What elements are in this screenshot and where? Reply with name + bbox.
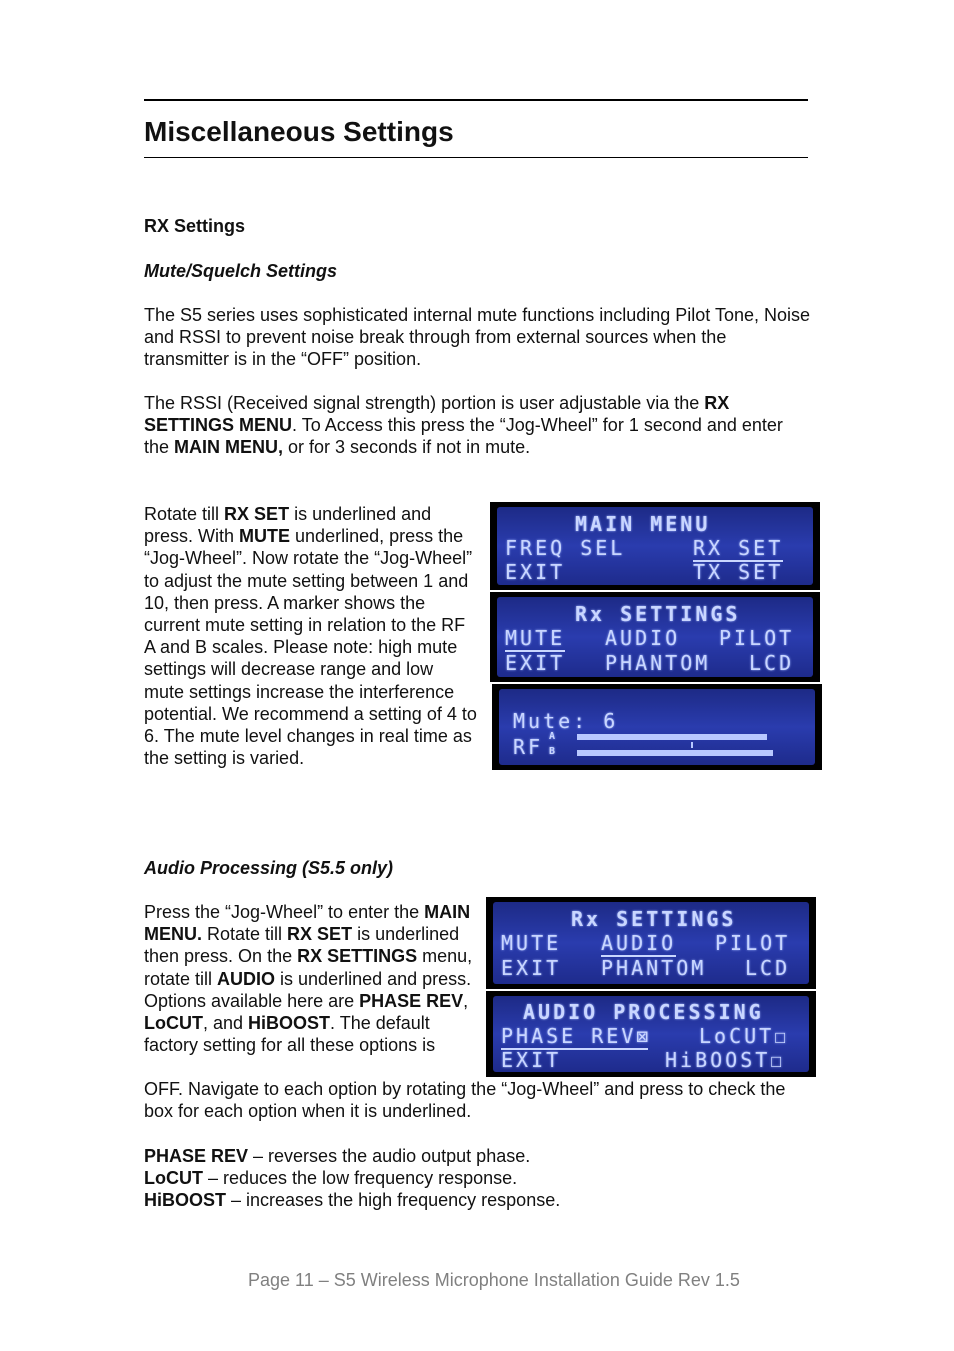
lcd-rf-a: A: [549, 731, 556, 742]
lcd-hiboost: [665, 1048, 782, 1072]
paragraph-rssi: [144, 392, 808, 459]
lcd-pilot: PILOT: [715, 931, 791, 955]
lcd-mute: MUTE: [505, 626, 566, 650]
text: Rotate till: [202, 924, 288, 945]
lcd-rx-settings-audio: [486, 897, 816, 989]
lcd-mute-label: Mute: 6: [513, 709, 619, 733]
bold-text: RX SETTINGS MENU: [144, 393, 730, 436]
text: – reduces the low frequency response.: [202, 1168, 518, 1188]
lcd-locut: [699, 1024, 786, 1048]
bold-text: LoCUT: [144, 1013, 203, 1034]
lcd-pilot: PILOT: [719, 626, 795, 650]
paragraph-intro: The S5 series uses sophisticated internal mute functions including Pilot Tone, Noise and RSSI to prevent noise break through from external sources when the transmitter is in the “OFF” position.: [144, 305, 811, 370]
unchecked-box-icon: ☐: [774, 1024, 787, 1048]
lcd-tx-set: TX SET: [693, 560, 784, 584]
lcd-rx-settings: [490, 592, 820, 682]
text: is underlined and press. Options available here are: [144, 968, 472, 1011]
lcd-phantom: PHANTOM: [605, 651, 711, 675]
title-underline: [144, 157, 808, 158]
paragraph-audio-instructions: [144, 901, 480, 1056]
lcd-exit: EXIT: [501, 956, 562, 980]
text: menu, rotate till: [144, 946, 473, 989]
lcd-title: Rx SETTINGS: [575, 602, 741, 626]
lcd-mute: MUTE: [501, 931, 562, 955]
bold-text: LoCUT: [144, 1168, 203, 1188]
bold-text: HiBOOST: [248, 1013, 331, 1034]
bold-text: PHASE REV: [144, 1146, 249, 1166]
definition-hiboost: [144, 1189, 560, 1211]
bold-text: PHASE REV: [359, 990, 464, 1011]
lcd-audio: AUDIO: [605, 626, 681, 650]
checked-box-icon: ⊠: [636, 1024, 649, 1048]
lcd-lcd: LCD: [749, 651, 795, 675]
bold-text: MAIN MENU,: [174, 437, 284, 458]
definition-locut: [144, 1167, 517, 1189]
lcd-lcd: LCD: [745, 956, 791, 980]
mute-marker: [691, 742, 693, 748]
bold-text: RX SET: [287, 924, 353, 945]
lcd-phase-rev: [501, 1024, 648, 1050]
unchecked-box-icon: ☐: [770, 1048, 783, 1072]
lcd-exit: EXIT: [501, 1048, 562, 1072]
paragraph-audio-tail: OFF. Navigate to each option by rotating the “Jog-Wheel” and press to check the box for each option when it is underlined.: [144, 1079, 786, 1122]
rf-b-meter: [577, 750, 773, 756]
text: , and: [202, 1013, 249, 1034]
lcd-audio: AUDIO: [601, 931, 677, 955]
subsection-heading-audio: Audio Processing (S5.5 only): [144, 858, 394, 878]
lcd-main-menu: [490, 502, 820, 590]
lcd-title: AUDIO PROCESSING: [523, 1000, 764, 1024]
text: . To Access this press the “Jog-Wheel” for 1 second and enter the: [144, 415, 783, 458]
lcd-rf-label: RF: [513, 735, 544, 759]
text: . The default factory setting for all these options is: [144, 1013, 436, 1056]
page-footer: Page 11 – S5 Wireless Microphone Installation Guide Rev 1.5: [248, 1270, 740, 1290]
bold-text: MAIN MENU.: [144, 902, 471, 945]
paragraph-mute-instructions: [144, 503, 478, 769]
bold-text: AUDIO: [217, 968, 276, 989]
lcd-phase-rev-label: PHASE REV: [501, 1024, 637, 1048]
lcd-phantom: PHANTOM: [601, 956, 707, 980]
lcd-rf-b: B: [549, 746, 556, 757]
lcd-freq-sel: FREQ SEL: [505, 536, 626, 560]
text: – reverses the audio output phase.: [248, 1146, 531, 1166]
lcd-hiboost-label: HiBOOST: [665, 1048, 771, 1072]
bold-text: MUTE: [239, 526, 291, 547]
rf-a-meter: [577, 734, 767, 740]
lcd-title: Rx SETTINGS: [571, 907, 737, 931]
text: Rotate till: [144, 504, 225, 524]
lcd-locut-label: LoCUT: [699, 1024, 775, 1048]
text: is underlined and press. With: [144, 504, 432, 547]
page-title: Miscellaneous Settings: [144, 116, 454, 147]
text: – increases the high frequency response.: [226, 1190, 561, 1210]
top-rule: [144, 99, 808, 101]
bold-text: HiBOOST: [144, 1190, 227, 1210]
text: or for 3 seconds if not in mute.: [283, 437, 531, 458]
lcd-rx-set: RX SET: [693, 536, 784, 560]
section-heading: RX Settings: [144, 216, 246, 236]
text: Press the “Jog-Wheel” to enter the: [144, 902, 425, 922]
lcd-exit: EXIT: [505, 651, 566, 675]
lcd-mute-screen: [492, 684, 822, 770]
bold-text: RX SETTINGS: [297, 946, 418, 967]
lcd-audio-processing: [486, 991, 816, 1077]
text: ,: [463, 990, 469, 1011]
bold-text: RX SET: [224, 504, 290, 524]
text: underlined, press the “Jog-Wheel”. Now rotate the “Jog-Wheel” to adjust the mute setting between 1 and 10, then press. A marker shows the current mute setting in relation to the RF A and B scales. Please note: high mute settings will decrease range and low mute settings increase the interference potential. We recommend a setting of 4 to 6. The mute level changes in real time as the setting is varied.: [144, 526, 477, 769]
definition-phase-rev: [144, 1145, 530, 1167]
text: The RSSI (Received signal strength) portion is user adjustable via the: [144, 393, 705, 413]
lcd-exit: EXIT: [505, 560, 566, 584]
text: is underlined then press. On the: [144, 924, 460, 967]
lcd-title: MAIN MENU: [575, 512, 711, 536]
subsection-heading-mute: Mute/Squelch Settings: [144, 261, 338, 281]
